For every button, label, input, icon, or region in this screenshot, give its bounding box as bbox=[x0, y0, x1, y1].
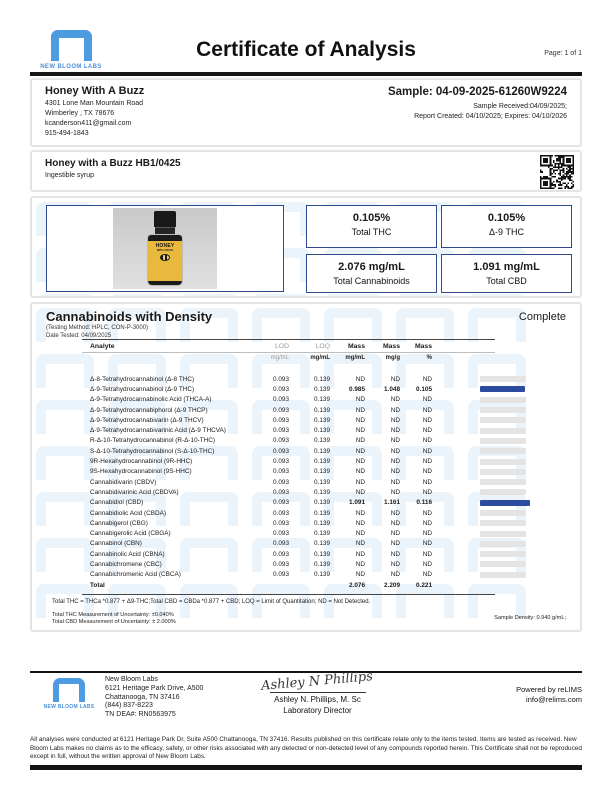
mass-mgg-value: ND bbox=[390, 427, 400, 435]
mass-bar-cell bbox=[432, 551, 562, 557]
stat-value: 0.105% bbox=[352, 212, 391, 224]
mass-bar-nd bbox=[480, 417, 526, 423]
stat-label: Total CBD bbox=[486, 276, 527, 286]
mass-mgg-value: ND bbox=[390, 560, 400, 568]
signature-block bbox=[240, 669, 395, 715]
mass-bar-cell bbox=[432, 561, 562, 567]
loq-value: 0.139 bbox=[314, 447, 330, 455]
client-phone: 915-494-1843 bbox=[45, 130, 89, 137]
lod-value: 0.093 bbox=[273, 509, 289, 517]
table-row bbox=[82, 518, 562, 528]
mass-pct-value: ND bbox=[422, 416, 432, 424]
mass-mgg-value: ND bbox=[390, 488, 400, 496]
mass-mgml-value: ND bbox=[355, 468, 365, 476]
loq-value: 0.139 bbox=[314, 509, 330, 517]
table-row bbox=[82, 570, 562, 580]
table-units-row bbox=[82, 353, 562, 362]
col-header-mass-pct: Mass bbox=[414, 342, 432, 350]
mass-mgml-value: ND bbox=[355, 437, 365, 445]
mass-mgml-value: ND bbox=[355, 416, 365, 424]
table-row bbox=[82, 395, 562, 405]
sample-type: Ingestible syrup bbox=[45, 172, 95, 179]
mass-pct-value: ND bbox=[422, 468, 432, 476]
unit-loq: mg/mL bbox=[310, 354, 330, 361]
watermark-logo-tile bbox=[36, 294, 94, 296]
table-row bbox=[82, 467, 562, 477]
table-row bbox=[82, 415, 562, 425]
mass-mgml-value: ND bbox=[355, 530, 365, 538]
analyte-name: Total bbox=[90, 581, 105, 589]
analyte-name: Cannabichromene (CBC) bbox=[90, 560, 162, 568]
client-address-line2: Wimberley , TX 78676 bbox=[45, 110, 115, 117]
footer-logo bbox=[40, 678, 98, 710]
table-row bbox=[82, 446, 562, 456]
analyte-name: Δ-9-Tetrahydrocannabivarin (Δ-9 THCV) bbox=[90, 416, 204, 424]
mass-bar-cell bbox=[432, 417, 562, 423]
loq-value: 0.139 bbox=[314, 427, 330, 435]
mass-pct-value: 0.116 bbox=[416, 499, 432, 507]
watermark-logo-tile bbox=[396, 308, 454, 342]
analyte-name: R-Δ-10-Tetrahydrocannabinol (R-Δ-10-THC) bbox=[90, 437, 216, 445]
product-photo bbox=[113, 208, 217, 289]
mass-mgg-value: 1.161 bbox=[384, 499, 400, 507]
lod-value: 0.093 bbox=[273, 499, 289, 507]
loq-value: 0.139 bbox=[314, 406, 330, 414]
testing-method: (Testing Method: HPLC, CON-P-3000) bbox=[46, 325, 149, 331]
loq-value: 0.139 bbox=[314, 540, 330, 548]
stat-value: 2.076 mg/mL bbox=[338, 261, 405, 273]
stat-total-cannabinoids bbox=[306, 254, 437, 293]
mass-mgg-value: 1.048 bbox=[384, 385, 400, 393]
report-created-date: Report Created: 04/10/2025; Expires: 04/10/2026 bbox=[414, 113, 567, 120]
bottom-bar bbox=[30, 765, 582, 770]
mass-bar-nd bbox=[480, 510, 526, 516]
analyte-name: Cannabichromenic Acid (CBCA) bbox=[90, 571, 181, 579]
mass-mgg-value: ND bbox=[390, 416, 400, 424]
table-row bbox=[82, 549, 562, 559]
unit-lod: mg/mL bbox=[270, 354, 289, 361]
analyte-name: Δ-9-Tetrahydrocannabinolic Acid (THCA-A) bbox=[90, 396, 212, 404]
summary-card bbox=[30, 196, 582, 298]
watermark-logo-tile bbox=[468, 294, 526, 296]
mass-bar-nd bbox=[480, 572, 526, 578]
date-tested: Date Tested: 04/09/2025 bbox=[46, 333, 112, 339]
mass-mgg-value: ND bbox=[390, 447, 400, 455]
analyte-name: Cannabidivarin (CBDV) bbox=[90, 478, 157, 486]
table-row bbox=[82, 559, 562, 569]
table-row bbox=[82, 374, 562, 384]
logo-brand-text: NEW BLOOM LABS bbox=[43, 704, 95, 710]
unit-mass-mgg: mg/g bbox=[385, 354, 400, 361]
mass-pct-value: ND bbox=[422, 571, 432, 579]
lod-value: 0.093 bbox=[273, 519, 289, 527]
loq-value: 0.139 bbox=[314, 458, 330, 466]
table-header-row bbox=[82, 340, 562, 352]
mass-pct-value: ND bbox=[422, 406, 432, 414]
analyte-name: 9R-Hexahydrocannabinol (9R-HHC) bbox=[90, 458, 193, 466]
mass-mgg-value: 2.209 bbox=[384, 581, 400, 589]
stat-label: Total THC bbox=[351, 227, 392, 237]
mass-mgml-value: 0.985 bbox=[349, 385, 365, 393]
mass-mgml-value: 2.076 bbox=[349, 581, 365, 589]
mass-bar-cell bbox=[432, 500, 562, 506]
product-bottle bbox=[147, 211, 183, 286]
mass-bar-nd bbox=[480, 438, 526, 444]
mass-pct-value: ND bbox=[422, 427, 432, 435]
watermark-logo-tile bbox=[252, 294, 310, 296]
mass-mgml-value: ND bbox=[355, 396, 365, 404]
mass-bar-nd bbox=[480, 376, 526, 382]
mass-mgg-value: ND bbox=[390, 550, 400, 558]
table-row bbox=[82, 487, 562, 497]
lod-value: 0.093 bbox=[273, 427, 289, 435]
unit-mass-pct: % bbox=[426, 354, 432, 361]
mass-mgg-value: ND bbox=[390, 437, 400, 445]
watermark-logo-tile bbox=[324, 308, 382, 342]
loq-value: 0.139 bbox=[314, 560, 330, 568]
footnote-uncertainty bbox=[52, 612, 176, 626]
table-row bbox=[82, 539, 562, 549]
mass-mgml-value: ND bbox=[355, 560, 365, 568]
mass-bar-cell bbox=[432, 448, 562, 454]
sample-density: Sample Density: 0.940 g/mL; bbox=[494, 615, 566, 621]
mass-bar-cell bbox=[432, 459, 562, 465]
col-header-lod: LOD bbox=[275, 342, 289, 350]
mass-mgml-value: ND bbox=[355, 406, 365, 414]
mass-mgg-value: ND bbox=[390, 458, 400, 466]
table-row bbox=[82, 498, 562, 508]
analyte-name: Δ-9-Tetrahydrocannabinol (Δ-9 THC) bbox=[90, 385, 195, 393]
watermark-logo-tile bbox=[324, 294, 382, 296]
mass-pct-value: ND bbox=[422, 375, 432, 383]
mass-pct-value: ND bbox=[422, 437, 432, 445]
mass-bar-cell bbox=[432, 520, 562, 526]
table-row bbox=[82, 456, 562, 466]
table-row bbox=[82, 425, 562, 435]
lod-value: 0.093 bbox=[273, 550, 289, 558]
lod-value: 0.093 bbox=[273, 468, 289, 476]
watermark-logo-tile bbox=[468, 308, 526, 342]
mass-mgml-value: ND bbox=[355, 447, 365, 455]
client-info-card bbox=[30, 78, 582, 147]
mass-mgml-value: ND bbox=[355, 571, 365, 579]
mass-pct-value: ND bbox=[422, 458, 432, 466]
watermark-logo-tile bbox=[396, 294, 454, 296]
page-number: Page: 1 of 1 bbox=[544, 50, 582, 57]
logo-brand-text: NEW BLOOM LABS bbox=[40, 64, 102, 70]
loq-value: 0.139 bbox=[314, 478, 330, 486]
col-header-mass-mgg: Mass bbox=[382, 342, 400, 350]
analyte-rows bbox=[82, 374, 562, 591]
stat-label: Δ-9 THC bbox=[488, 227, 524, 237]
mass-bar-detected bbox=[480, 500, 530, 506]
loq-value: 0.139 bbox=[314, 437, 330, 445]
mass-mgg-value: ND bbox=[390, 571, 400, 579]
col-header-analyte: Analyte bbox=[90, 342, 115, 350]
mass-bar-nd bbox=[480, 531, 526, 537]
table-row bbox=[82, 436, 562, 446]
mass-mgml-value: ND bbox=[355, 478, 365, 486]
analyte-name: Cannabinolic Acid (CBNA) bbox=[90, 550, 165, 558]
mass-bar-cell bbox=[432, 376, 562, 382]
table-row bbox=[82, 508, 562, 518]
bottle-cap bbox=[154, 211, 176, 227]
stat-value: 1.091 mg/mL bbox=[473, 261, 540, 273]
lod-value: 0.093 bbox=[273, 375, 289, 383]
mass-mgg-value: ND bbox=[390, 478, 400, 486]
mass-bar-nd bbox=[480, 448, 526, 454]
mass-bar-nd bbox=[480, 469, 526, 475]
mass-mgg-value: ND bbox=[390, 375, 400, 383]
sample-dates bbox=[414, 102, 567, 122]
client-address-line1: 4301 Lone Man Mountain Road bbox=[45, 100, 144, 107]
thc-uncertainty: Total THC Measurement of Uncertainty: ±0.040% bbox=[52, 612, 174, 618]
analyte-name: S-Δ-10-Tetrahydrocannabinol (S-Δ-10-THC) bbox=[90, 447, 215, 455]
mass-bar-nd bbox=[480, 428, 526, 434]
bottle-label bbox=[148, 241, 182, 281]
client-address bbox=[45, 99, 143, 139]
disclaimer-text: All analyses were conducted at 6121 Heritage Park Dr, Suite A500 Chattanooga, TN 37416. Results published on this certificate relate only to the items tested. Items are tested as received. New Bloom Labs makes no claims as to the efficacy, safety, or other risks associated with any detected or non-detected level of any compounds reported herein. This Certificate shall not be reproduced except in full, without the written approval of New Bloom Labs. bbox=[30, 736, 582, 761]
table-total-row bbox=[82, 580, 562, 591]
table-row bbox=[82, 528, 562, 538]
stat-label: Total Cannabinoids bbox=[333, 276, 410, 286]
client-name: Honey With A Buzz bbox=[45, 85, 145, 97]
analyte-name: Cannabigerolic Acid (CBGA) bbox=[90, 530, 171, 538]
bottle-seal bbox=[155, 227, 175, 234]
lod-value: 0.093 bbox=[273, 540, 289, 548]
sample-received-date: Sample Received:04/09/2025; bbox=[473, 103, 567, 110]
analyte-name: Cannabidiol (CBD) bbox=[90, 499, 144, 507]
powered-by-block bbox=[516, 685, 582, 705]
mass-mgml-value: ND bbox=[355, 375, 365, 383]
loq-value: 0.139 bbox=[314, 499, 330, 507]
watermark-logo-tile bbox=[252, 308, 310, 342]
mass-bar-cell bbox=[432, 386, 562, 392]
mass-pct-value: 0.221 bbox=[416, 581, 432, 589]
lod-value: 0.093 bbox=[273, 447, 289, 455]
mass-mgg-value: ND bbox=[390, 509, 400, 517]
sample-id: Sample: 04-09-2025-61260W9224 bbox=[387, 86, 567, 98]
qr-code bbox=[540, 155, 574, 189]
lab-address-line1: 6121 Heritage Park Drive, A500 bbox=[105, 684, 204, 692]
stat-total-thc bbox=[306, 205, 437, 248]
logo-pi-icon bbox=[53, 678, 85, 702]
mass-bar-cell bbox=[432, 531, 562, 537]
mass-mgg-value: ND bbox=[390, 530, 400, 538]
lod-value: 0.093 bbox=[273, 437, 289, 445]
mass-pct-value: ND bbox=[422, 530, 432, 538]
lod-value: 0.093 bbox=[273, 458, 289, 466]
watermark-logo-tile bbox=[108, 294, 166, 296]
section-title: Cannabinoids with Density bbox=[46, 309, 213, 324]
analyte-name: Cannabigerol (CBG) bbox=[90, 519, 148, 527]
mass-bar-nd bbox=[480, 397, 526, 403]
mass-bar-detected bbox=[480, 386, 525, 392]
lod-value: 0.093 bbox=[273, 571, 289, 579]
mass-bar-nd bbox=[480, 551, 526, 557]
mass-pct-value: ND bbox=[422, 509, 432, 517]
loq-value: 0.139 bbox=[314, 375, 330, 383]
section-status: Complete bbox=[518, 311, 566, 323]
mass-mgml-value: ND bbox=[355, 550, 365, 558]
lab-name: New Bloom Labs bbox=[105, 676, 158, 683]
bottle-label-sub: WITH A BUZZ bbox=[156, 249, 174, 252]
sample-name: Honey with a Buzz HB1/0425 bbox=[45, 158, 181, 169]
lod-value: 0.093 bbox=[273, 385, 289, 393]
mass-mgml-value: ND bbox=[355, 509, 365, 517]
lab-address-line2: Chattanooga, TN 37416 bbox=[105, 693, 180, 701]
lod-value: 0.093 bbox=[273, 530, 289, 538]
mass-mgml-value: ND bbox=[355, 458, 365, 466]
mass-bar-nd bbox=[480, 459, 526, 465]
mass-pct-value: ND bbox=[422, 560, 432, 568]
stat-total-cbd bbox=[441, 254, 572, 293]
col-header-mass-mgml: Mass bbox=[347, 342, 365, 350]
col-header-loq: LOQ bbox=[315, 342, 330, 350]
signatory-title: Laboratory Director bbox=[283, 706, 352, 715]
loq-value: 0.139 bbox=[314, 571, 330, 579]
analyte-table bbox=[82, 339, 562, 595]
mass-mgml-value: ND bbox=[355, 488, 365, 496]
mass-pct-value: ND bbox=[422, 550, 432, 558]
footnote-formula: Total THC = THCa *0.877 + Δ9-THC;Total CBD = CBDa *0.877 + CBD; LOQ = Limit of Quantitation; ND = Not Detected. bbox=[52, 599, 371, 605]
bottle-label-brand: HONEY bbox=[155, 243, 175, 249]
loq-value: 0.139 bbox=[314, 488, 330, 496]
bottle-label-bottom bbox=[148, 281, 182, 286]
cbd-uncertainty: Total CBD Measurement of Uncertainty: ± 2.000% bbox=[52, 619, 176, 625]
lab-contact-block bbox=[105, 676, 203, 720]
bottle-body bbox=[147, 234, 183, 286]
table-rule-bottom bbox=[82, 594, 495, 595]
mass-pct-value: ND bbox=[422, 519, 432, 527]
table-row bbox=[82, 405, 562, 415]
mass-bar-cell bbox=[432, 438, 562, 444]
analyte-name: Cannabidiolic Acid (CBDA) bbox=[90, 509, 167, 517]
signature-line bbox=[270, 692, 366, 693]
loq-value: 0.139 bbox=[314, 385, 330, 393]
mass-mgml-value: 1.091 bbox=[349, 499, 365, 507]
loq-value: 0.139 bbox=[314, 468, 330, 476]
mass-pct-value: ND bbox=[422, 478, 432, 486]
mass-pct-value: ND bbox=[422, 488, 432, 496]
mass-mgg-value: ND bbox=[390, 468, 400, 476]
contact-email: info@relims.com bbox=[526, 695, 582, 704]
bee-icon bbox=[160, 254, 170, 261]
mass-mgml-value: ND bbox=[355, 540, 365, 548]
lab-phone: (844) 837-8223 bbox=[105, 702, 153, 710]
mass-bar-cell bbox=[432, 489, 562, 495]
mass-mgg-value: ND bbox=[390, 540, 400, 548]
lod-value: 0.093 bbox=[273, 396, 289, 404]
mass-mgg-value: ND bbox=[390, 519, 400, 527]
lab-dea-number: TN DEA#: RN0563975 bbox=[105, 711, 176, 719]
mass-bar-cell bbox=[432, 407, 562, 413]
mass-bar-nd bbox=[480, 479, 526, 485]
loq-value: 0.139 bbox=[314, 416, 330, 424]
page-title: Certificate of Analysis bbox=[196, 38, 416, 61]
cannabinoids-section-card bbox=[30, 302, 582, 632]
mass-pct-value: ND bbox=[422, 396, 432, 404]
analyte-name: 9S-Hexahydrocannabinol (9S-HHC) bbox=[90, 468, 192, 476]
mass-pct-value: ND bbox=[422, 540, 432, 548]
analyte-name: Cannabidivarinic Acid (CBDVA) bbox=[90, 488, 179, 496]
signatory-name: Ashley N. Phillips, M. Sc bbox=[274, 695, 361, 704]
mass-bar-cell bbox=[432, 469, 562, 475]
mass-bar-cell bbox=[432, 541, 562, 547]
signature-script: Ashley N Phillips bbox=[261, 669, 374, 694]
sample-name-card bbox=[30, 150, 582, 192]
mass-mgml-value: ND bbox=[355, 427, 365, 435]
stat-d9-thc bbox=[441, 205, 572, 248]
analyte-name: Δ-9-Tetrahydrocannabivarinic Acid (Δ-9 THCVA) bbox=[90, 427, 226, 435]
mass-mgg-value: ND bbox=[390, 406, 400, 414]
lod-value: 0.093 bbox=[273, 560, 289, 568]
mass-pct-value: ND bbox=[422, 447, 432, 455]
stat-value: 0.105% bbox=[487, 212, 526, 224]
lod-value: 0.093 bbox=[273, 416, 289, 424]
lod-value: 0.093 bbox=[273, 406, 289, 414]
client-email: kcanderson411@gmail.com bbox=[45, 120, 132, 127]
mass-mgg-value: ND bbox=[390, 396, 400, 404]
mass-bar-nd bbox=[480, 541, 526, 547]
powered-by: Powered by reLIMS bbox=[516, 685, 582, 694]
mass-bar-nd bbox=[480, 407, 526, 413]
mass-bar-cell bbox=[432, 510, 562, 516]
analyte-name: Δ-8-Tetrahydrocannabinol (Δ-8 THC) bbox=[90, 375, 195, 383]
loq-value: 0.139 bbox=[314, 396, 330, 404]
mass-pct-value: 0.105 bbox=[416, 385, 432, 393]
mass-bar-cell bbox=[432, 428, 562, 434]
header-divider-bar bbox=[30, 72, 582, 76]
loq-value: 0.139 bbox=[314, 519, 330, 527]
analyte-name: Δ-9-Tetrahydrocannabiphorol (Δ-9 THCP) bbox=[90, 406, 208, 414]
lod-value: 0.093 bbox=[273, 478, 289, 486]
mass-bar-cell bbox=[432, 397, 562, 403]
mass-bar-cell bbox=[432, 572, 562, 578]
mass-bar-nd bbox=[480, 489, 526, 495]
loq-value: 0.139 bbox=[314, 550, 330, 558]
mass-mgml-value: ND bbox=[355, 519, 365, 527]
table-row bbox=[82, 384, 562, 394]
loq-value: 0.139 bbox=[314, 530, 330, 538]
unit-mass-mgml: mg/mL bbox=[345, 354, 365, 361]
analyte-name: Cannabinol (CBN) bbox=[90, 540, 142, 548]
mass-bar-cell bbox=[432, 479, 562, 485]
lod-value: 0.093 bbox=[273, 488, 289, 496]
watermark-logo-tile bbox=[180, 294, 238, 296]
mass-bar-nd bbox=[480, 561, 526, 567]
product-photo-frame bbox=[46, 205, 284, 292]
table-row bbox=[82, 477, 562, 487]
mass-bar-nd bbox=[480, 520, 526, 526]
